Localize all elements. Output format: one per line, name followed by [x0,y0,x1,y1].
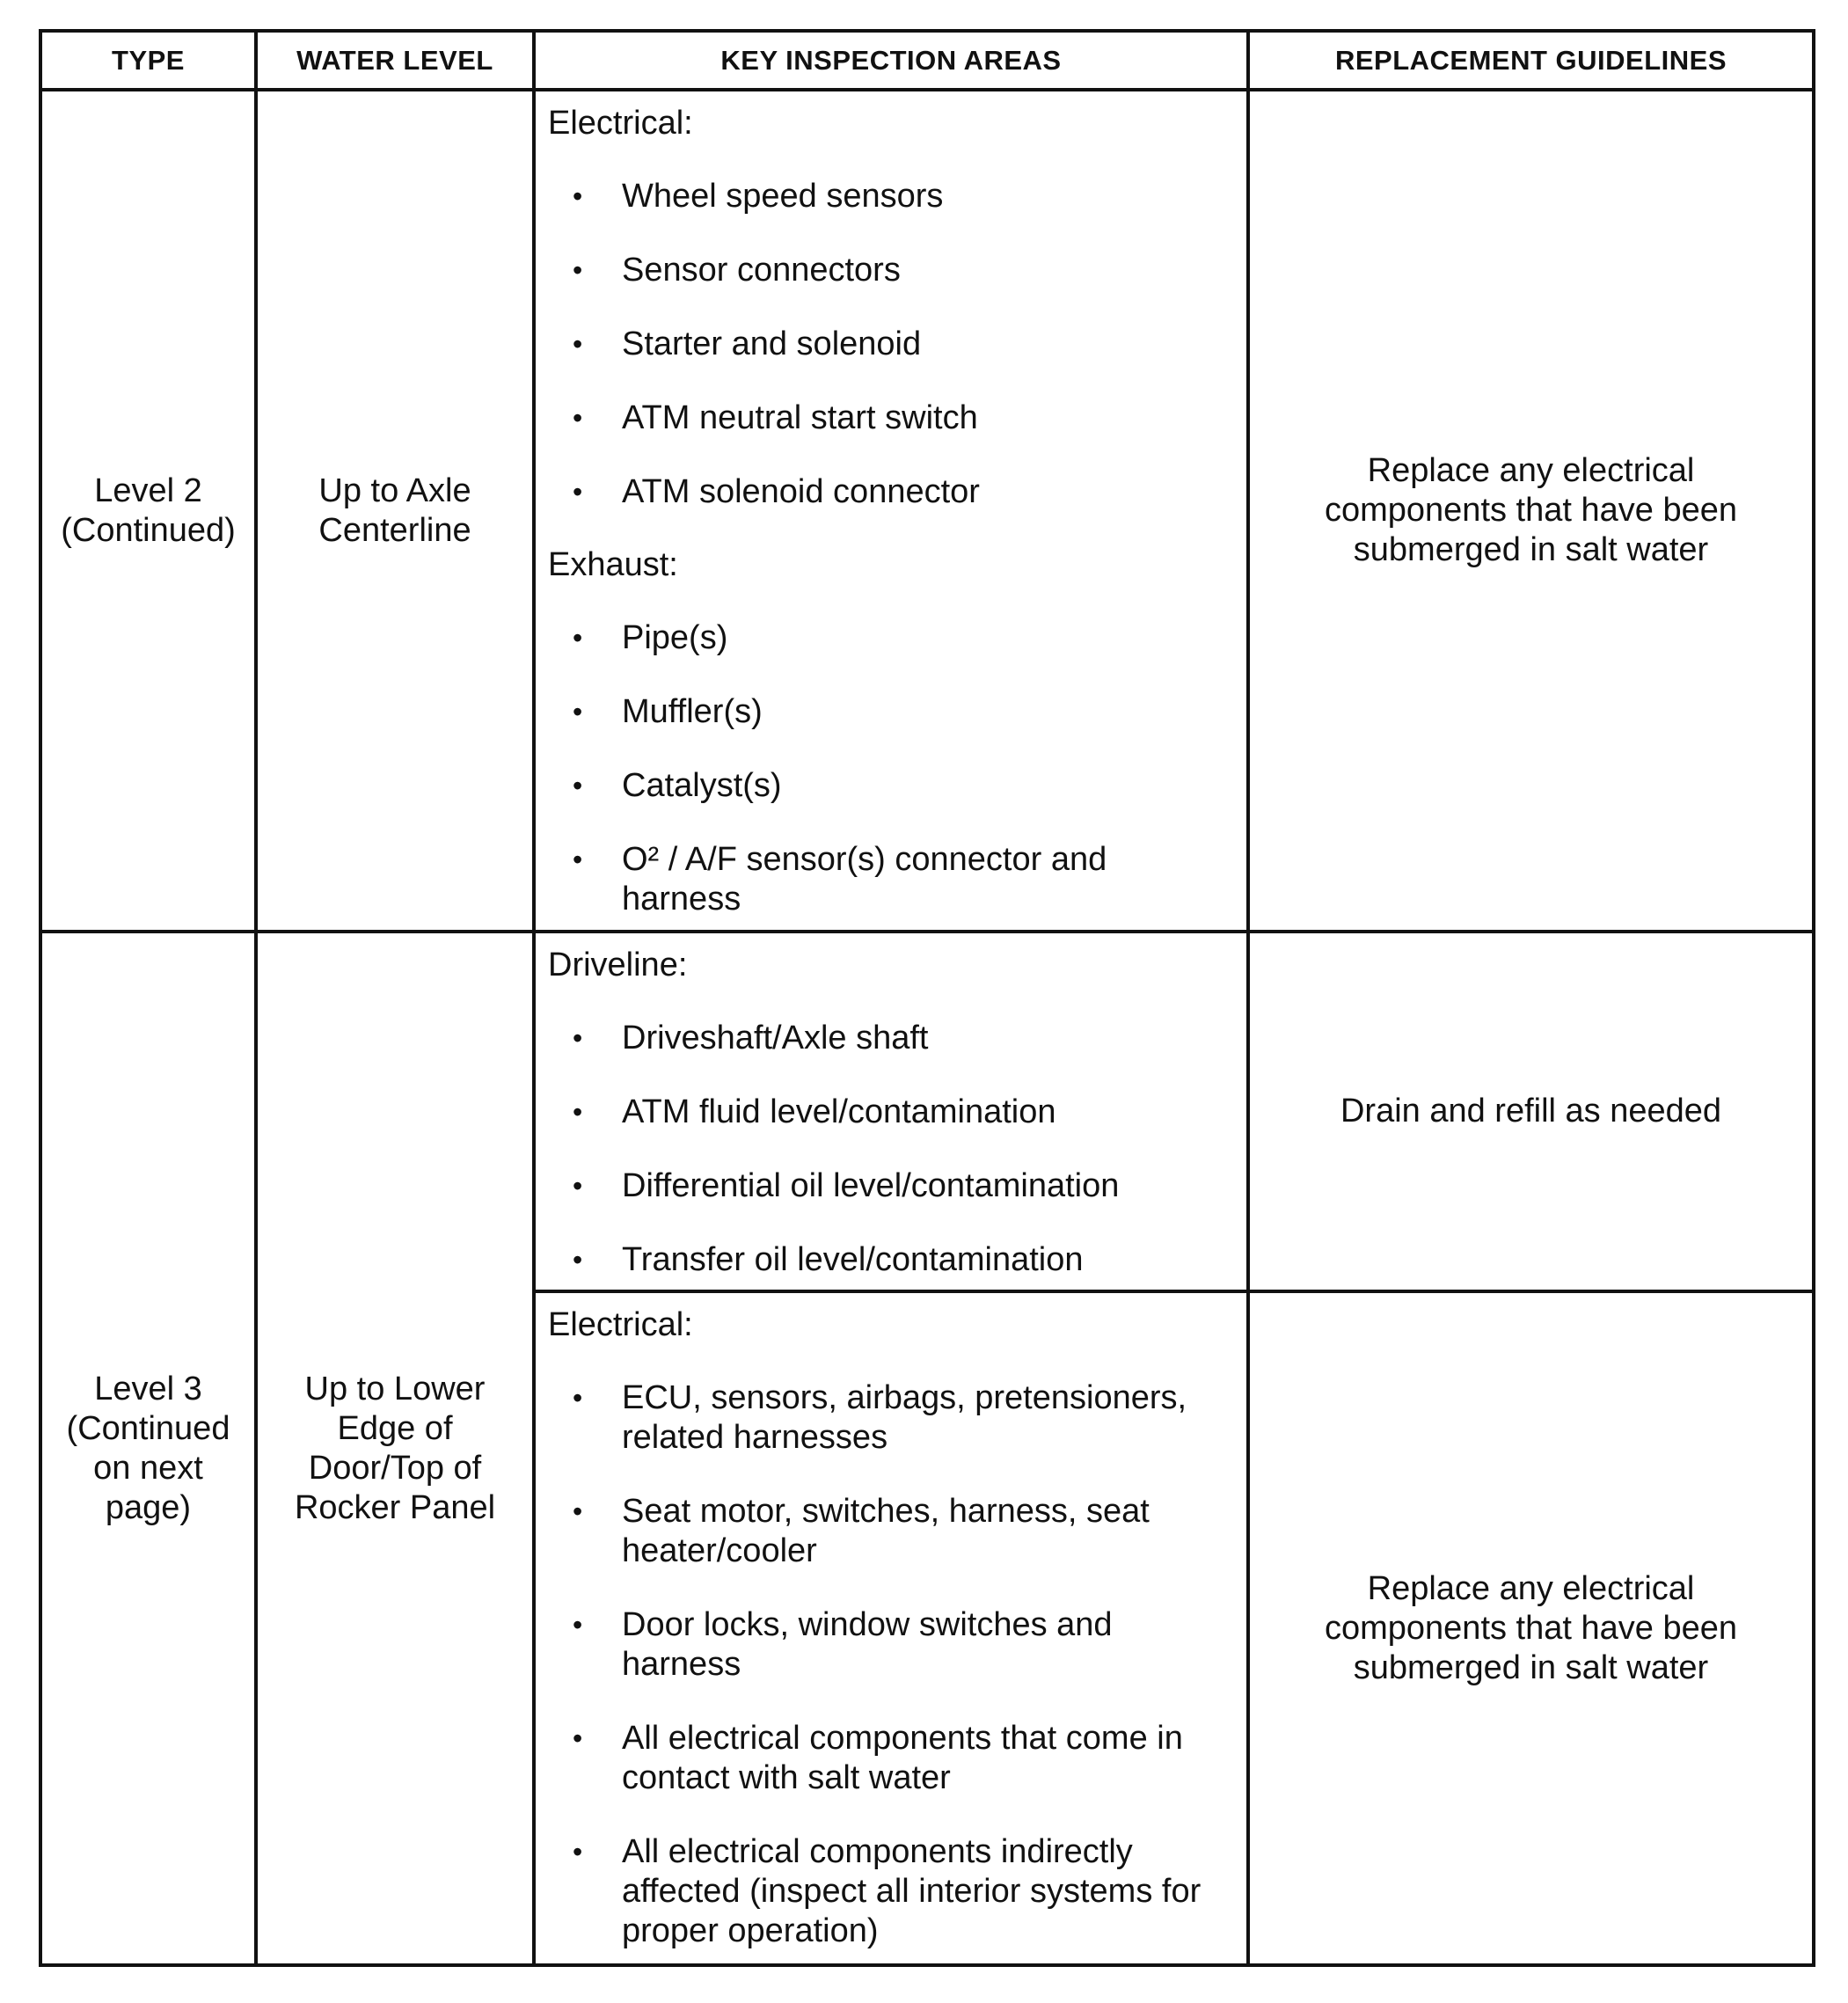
replacement-guideline-cell [1248,1291,1814,1965]
guideline-line: Replace any electrical [1367,452,1695,489]
header-key-inspection-areas: KEY INSPECTION AREAS [534,31,1248,90]
type-line: page) [105,1488,192,1526]
bullet-icon: • [573,1096,583,1128]
guideline-line: Replace any electrical [1367,1569,1695,1607]
water-level-line: Up to Axle [318,472,471,509]
group-label: Electrical: [548,105,693,142]
bullet-icon: • [573,1382,583,1414]
inspection-list [548,177,1234,512]
inspection-group-electrical [548,104,1234,512]
bullet-icon: • [573,696,583,727]
type-line: (Continued [66,1409,230,1447]
guideline-line: submerged in salt water [1353,1648,1709,1686]
replacement-guideline-cell [1248,932,1814,1291]
list-item: • Muffler(s) [573,693,763,730]
guideline-line: Drain and refill as needed [1340,1093,1722,1129]
bullet-icon: • [573,180,583,212]
list-item: • Wheel speed sensors [573,178,944,215]
water-level-cell [256,90,534,932]
list-item: • Catalyst(s) [573,767,782,804]
inspection-areas-cell [534,1291,1248,1965]
list-item: • ATM neutral start switch [573,399,978,436]
water-level-line: Rocker Panel [294,1488,496,1526]
bullet-icon: • [573,844,583,875]
inspection-list [548,1378,1234,1951]
list-item: • ATM fluid level/contamination [573,1093,1056,1130]
list-item: • Pipe(s) [573,619,728,656]
type-line: Level 2 [94,472,202,509]
guideline-line: submerged in salt water [1353,531,1709,568]
bullet-icon: • [573,254,583,286]
bullet-icon: • [573,402,583,434]
type-cell [40,90,256,932]
bullet-icon: • [573,328,583,360]
list-item: • O² / A/F sensor(s) connector and harness [573,841,1107,917]
list-item: • Seat motor, switches, harness, seat heater/cooler [573,1493,1150,1569]
water-level-line: Up to Lower [304,1370,486,1407]
bullet-icon: • [573,1170,583,1202]
water-level-line: Edge of [337,1409,453,1447]
list-item: • Door locks, window switches and harness [573,1606,1113,1683]
replacement-guideline-cell [1248,90,1814,932]
list-item: • ATM solenoid connector [573,473,980,510]
bullet-icon: • [573,1495,583,1527]
header-type: TYPE [40,31,256,90]
inspection-areas-cell [534,932,1248,1291]
header-replacement-guidelines: REPLACEMENT GUIDELINES [1248,31,1814,90]
inspection-areas-cell [534,90,1248,932]
list-item: • Transfer oil level/contamination [573,1241,1084,1278]
water-level-line: Centerline [318,511,471,549]
bullet-icon: • [573,1022,583,1054]
bullet-icon: • [573,1244,583,1276]
group-label: Driveline: [548,947,688,983]
bullet-icon: • [573,1836,583,1868]
bullet-icon: • [573,770,583,801]
water-level-cell [256,932,534,1965]
guideline-line: components that have been [1324,1609,1737,1647]
bullet-icon: • [573,622,583,654]
list-item: • Sensor connectors [573,252,901,289]
water-level-line: Door/Top of [308,1449,482,1487]
list-item: • ECU, sensors, airbags, pretensioners, related harnesses [573,1379,1187,1456]
list-item: • Starter and solenoid [573,325,922,362]
inspection-group-exhaust [548,545,1234,919]
inspection-group-electrical [548,1305,1234,1951]
bullet-icon: • [573,1609,583,1641]
bullet-icon: • [573,1722,583,1754]
inspection-list [548,1019,1234,1280]
type-line: (Continued) [61,511,236,549]
guideline-line: components that have been [1324,492,1737,529]
table-row-level-3 [40,932,1814,1291]
group-label: Electrical: [548,1306,693,1343]
inspection-list [548,618,1234,919]
table-row-level-2 [40,90,1814,932]
type-cell [40,932,256,1965]
header-water-level: WATER LEVEL [256,31,534,90]
bullet-icon: • [573,476,583,508]
type-line: Level 3 [94,1370,202,1407]
group-label: Exhaust: [548,546,678,583]
inspection-group-driveline [548,946,1234,1280]
list-item: • All electrical components that come in contact with salt water [573,1720,1183,1796]
list-item: • All electrical components indirectly affected (inspect all interior systems for proper operation) [573,1833,1202,1949]
type-line: on next [93,1449,203,1487]
inspection-table [39,29,1815,1967]
list-item: • Differential oil level/contamination [573,1167,1120,1204]
list-item: • Driveshaft/Axle shaft [573,1020,929,1056]
header-row [40,31,1814,90]
